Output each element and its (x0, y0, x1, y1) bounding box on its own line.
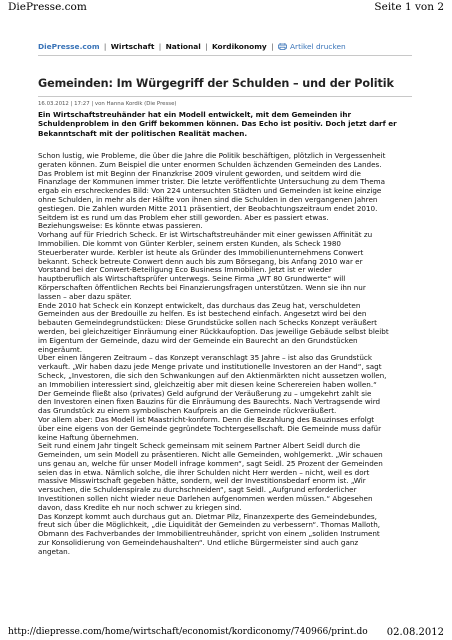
breadcrumb-site[interactable]: DiePresse.com (38, 42, 100, 51)
print-header-page: Seite 1 von 2 (374, 1, 444, 13)
body-line: zur Konsolidierung von Gemeindehaushalten“. Und etliche Bürgermeister sind auch ganz (38, 539, 359, 548)
body-line: bebauten Gemeindegrundstücken: Diese Grundstücke sollen nach Schecks Konzept veräußert (38, 319, 377, 328)
body-line: Immobilien. Die kommt von Günter Kerbler, seinem ersten Kunden, als Scheck 1980 (38, 239, 341, 248)
body-line: Vor allem aber: Das Modell ist Maastricht-konform. Denn die Bezahlung des Bauzinses erfolgt (38, 415, 375, 424)
print-footer-date: 02.08.2012 (386, 627, 444, 638)
print-footer (8, 627, 444, 639)
body-line: über eine eigens von der Gemeinde gegründete Tochtergesellschaft. Die Gemeinde muss dafür (38, 424, 382, 433)
body-line: Der Gemeinde fließt also (privates) Geld aufgrund der Veräußerung zu – umgekehrt zahlt sie (38, 389, 372, 398)
body-line: lassen – aber dazu später. (38, 292, 132, 301)
body-line: bekannt. Scheck betreute Conwert denn auch bis zum Börsegang, bis Anfang 2010 war er (38, 257, 363, 266)
breadcrumb-separator: | (205, 42, 208, 51)
print-header (8, 1, 444, 15)
body-line: Das Problem ist mit Beginn der Finanzkrise 2009 virulent geworden, und seitdem wird die (38, 169, 361, 178)
lead-line: Bekanntschaft mit der politischen Realität machen. (38, 128, 248, 138)
body-line: gestiegen. Die Zahlen wurden Mitte 2011 präsentiert, der Beobachtungszeitraum endet 2010. (38, 204, 378, 213)
breadcrumb-separator: | (158, 42, 162, 51)
body-line: Gemeinden, um sein Modell zu präsentieren. Nicht alle Gemeinden, wohlgemerkt. „Wir schauen (38, 451, 383, 460)
lead-line: Ein Wirtschaftstreuhänder hat ein Modell entwickelt, mit dem Gemeinden ihr (38, 110, 352, 119)
body-line: Gemeinden aus der Bredouille zu helfen. Es ist bestechend einfach. Angesetzt wird bei den (38, 310, 367, 319)
breadcrumb-separator: | (271, 42, 274, 51)
print-article-label: Artikel drucken (289, 42, 346, 51)
body-line: geraten können. Zum Beispiel die unter enormen Schulden ächzenden Gemeinden des Landes. (38, 160, 382, 169)
body-line: werden, bei gleichzeitiger Einräumung einer Rückkaufoption. Das jeweilige Gebäude selbst bleibt (38, 327, 389, 336)
body-line: Scheck, „Investoren, die sich den Schwankungen auf den Aktienmärkten nicht aussetzen wollen, (38, 371, 387, 380)
body-line: Über einen längeren Zeitraum – das Konzept veranschlagt 35 Jahre – ist also das Grundstück (38, 354, 373, 363)
body-line: Das Konzept kommt auch durchaus gut an. Dietmar Pilz, Finanzexperte des Gemeindebundes, (38, 512, 377, 521)
body-line: Körperschaften öffentlichen Rechts bei Finanzierungsfragen unterstützen. Wenn sie ihn nur (38, 283, 366, 292)
body-line: versuchen, die Schuldenspirale zu durchschneiden“, sagt Seidl. „Aufgrund erforderlicher (38, 486, 357, 495)
article-title: Gemeinden: Im Würgegriff der Schulden – und der Politik (38, 77, 394, 90)
body-line: das Grundstück zu einem symbolischen Kaufpreis an die Gemeinde rückveräußert. (38, 407, 337, 416)
printer-icon (278, 43, 287, 50)
body-line: eingeräumt. (38, 345, 82, 354)
body-line: Obmann des Fachverbandes der Immobilientreuhänder, spricht von einem „soliden Instrument (38, 530, 380, 539)
body-line: massive Misswirtschaft gegeben hätte, sondern, weil der Investitionsbedarf enorm ist. „Wir (38, 477, 366, 486)
body-line: Seitdem ist es rund um das Problem eher still geworden. Aber es passiert etwas. (38, 213, 329, 222)
body-line: im Eigentum der Gemeinde, dazu wird der Gemeinde ein Baurecht an den Grundstücken (38, 336, 358, 345)
breadcrumb-item-kordikonomy[interactable]: Kordikonomy (211, 42, 267, 51)
lead-line: Schuldenproblem in den Griff bekommen können. Das Echo ist positiv. Doch jetzt darf er (38, 119, 397, 129)
article-meta: 16.03.2012 | 17:27 | von Hanna Kordik (Die Presse) (38, 101, 177, 107)
body-line: Steuerberater wurde. Kerbler ist heute als Gründer des Immobilienunternehmens Conwert (38, 248, 364, 257)
body-line: verkauft. „Wir haben dazu jede Menge private und institutionelle Investoren an der Hand“, sagt (38, 363, 382, 372)
body-line: Ende 2010 hat Scheck ein Konzept entwickelt, das durchaus das Zeug hat, verschuldeten (38, 301, 361, 310)
body-line: Investitionen sollen nicht wieder neue Darlehen aufgenommen werden müssen.“ Abgesehen (38, 495, 373, 504)
body-line: angetan. (38, 547, 71, 556)
breadcrumb-item-wirtschaft[interactable]: Wirtschaft (110, 42, 155, 51)
body-line: Vorhang auf für Friedrich Scheck. Er ist Wirtschaftstreuhänder mit einer gewissen Affinität zu (38, 231, 373, 240)
breadcrumb (38, 42, 346, 51)
body-line: davon, dass Kredite eh nur noch schwer zu kriegen sind. (38, 503, 242, 512)
body-line: ergab ein erschreckendes Bild: Von 224 untersuchten Städten und Gemeinden ist keine einzige (38, 187, 382, 196)
top-divider (38, 55, 412, 56)
body-line: freut sich über die Möglichkeit, „die Liquidität der Gemeinden zu verbessern“. Thomas Malloth, (38, 521, 381, 530)
title-divider (38, 96, 412, 97)
print-header-site: DiePresse.com (8, 1, 87, 13)
body-line: Seit rund einem Jahr tingelt Scheck gemeinsam mit seinem Partner Albert Seidl durch die (38, 442, 361, 451)
body-line: uns genau an, welche für unser Modell infrage kommen“, sagt Seidl. 25 Prozent der Gemeinden (38, 459, 383, 468)
print-footer-url: http://diepresse.com/home/wirtschaft/economist/kordiconomy/740966/print.do (8, 627, 368, 637)
body-line: Finanzlage der Kommunen immer trister. Die letzte veröffentlichte Untersuchung zu dem Thema (38, 178, 386, 187)
body-line: keine Haftung übernehmen. (38, 433, 139, 442)
article-body (38, 152, 414, 557)
body-line: seien das in etwa. Nämlich solche, die ihrer Schulden nicht Herr werden – nicht, weil es dort (38, 468, 370, 477)
breadcrumb-item-national[interactable]: National (165, 42, 201, 51)
body-line: den Investoren einen fixen Bauzins für die Einräumung des Baurechts. Nach Vertragsende wird (38, 398, 381, 407)
body-line: Beziehungsweise: Es könnte etwas passieren. (38, 222, 203, 231)
body-line: hauptberuflich als Wirtschaftsprüfer unterwegs. Seine Firma „WT 80 Grundwerte“ will (38, 275, 346, 284)
article-lead (38, 110, 414, 138)
body-line: ohne Schulden, in mehr als der Hälfte von ihnen sind die Schulden in den vergangenen Jahren (38, 195, 378, 204)
body-line: Schon lustig, wie Probleme, die über die Jahre die Politik beschäftigen, plötzlich in Vergessenheit (38, 152, 386, 160)
print-article-link[interactable] (278, 42, 346, 51)
body-line: an Immobilien interessiert sind, gleichzeitig aber mit diesen keine Scherereien haben wollen.“ (38, 380, 377, 389)
breadcrumb-separator: | (103, 42, 107, 51)
body-line: Vorstand bei der Conwert-Beteiligung Eco Business Immobilien. Jetzt ist er wieder (38, 266, 332, 275)
